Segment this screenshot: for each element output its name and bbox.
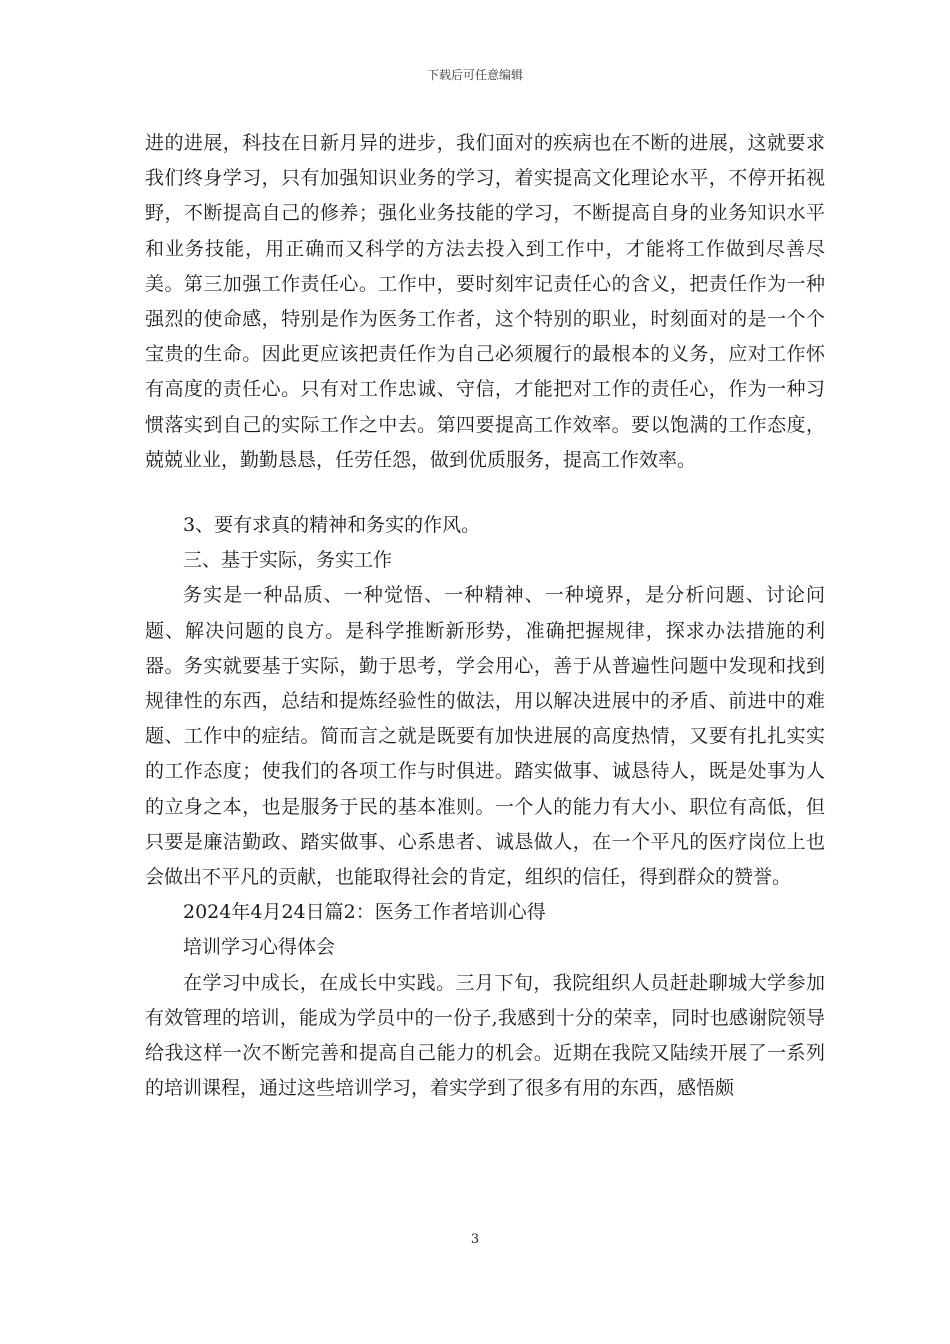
paragraph-item-3: 3、要有求真的精神和务实的作风。 (183, 514, 481, 537)
paragraph-pragmatism: 务实是一种品质、一种觉悟、一种精神、一种境界，是分析问题、讨论问题、解决问题的良方。是科学推断新形势，准确把握规律，探求办法措施的利器。务实就要基于实际，勤于思考，学会用心，善于从普遍性问题中发现和找到规律性的东西，总结和提炼经验性的做法，用以解决进展中的矛盾、前进中的难题、工作中的症结。简而言之就是既要有加快进展的高度热情，又要有扎扎实实的工作态度；使我们的各项工作与时俱进。踏实做事、诚恳待人，既是处事为人的立身之本，也是服务于民的基本准则。一个人的能力有大小、职位有高低，但只要是廉洁勤政、踏实做事、心系患者、诚恳做人，在一个平凡的医疗岗位上也会做出不平凡的贡献，也能取得社会的肯定，组织的信任，得到群众的赞誉。 (145, 584, 825, 889)
page-number: 3 (470, 1232, 480, 1247)
section-heading: 三、基于实际，务实工作 (183, 549, 393, 572)
page-header: 下载后可任意编辑 (426, 68, 523, 82)
paragraph-training-intro: 在学习中成长，在成长中实践。三月下旬，我院组织人员赶赴聊城大学参加有效管理的培训，能成为学员中的一份子,我感到十分的荣幸，同时也感谢院领导给我这样一次不断完善和提高自己能力的机会。近期在我院又陆续开展了一系列的培训课程，通过这些培训学习，着实学到了很多有用的东西，感悟颇 (145, 971, 825, 1100)
article-subtitle: 培训学习心得体会 (183, 936, 336, 959)
paragraph-continuation: 进的进展，科技在日新月异的进步，我们面对的疾病也在不断的进展，这就要求我们终身学习，只有加强知识业务的学习，着实提高文化理论水平，不停开拓视野，不断提高自己的修养；强化业务技能的学习，不断提高自身的业务知识水平和业务技能，用正确而又科学的方法去投入到工作中，才能将工作做到尽善尽美。第三加强工作责任心。工作中，要时刻牢记责任心的含义，把责任作为一种强烈的使命感，特别是作为医务工作者，这个特别的职业，时刻面对的是一个个宝贵的生命。因此更应该把责任作为自己必须履行的最根本的义务，应对工作怀有高度的责任心。只有对工作忠诚、守信，才能把对工作的责任心，作为一种习惯落实到自己的实际工作之中去。第四要提高工作效率。要以饱满的工作态度，兢兢业业，勤勤恳恳，任劳任怨，做到优质服务，提高工作效率。 (145, 132, 825, 471)
date-and-article-title: 2024年4月24日篇2：医务工作者培训心得 (183, 901, 546, 924)
document-body (145, 126, 825, 1106)
